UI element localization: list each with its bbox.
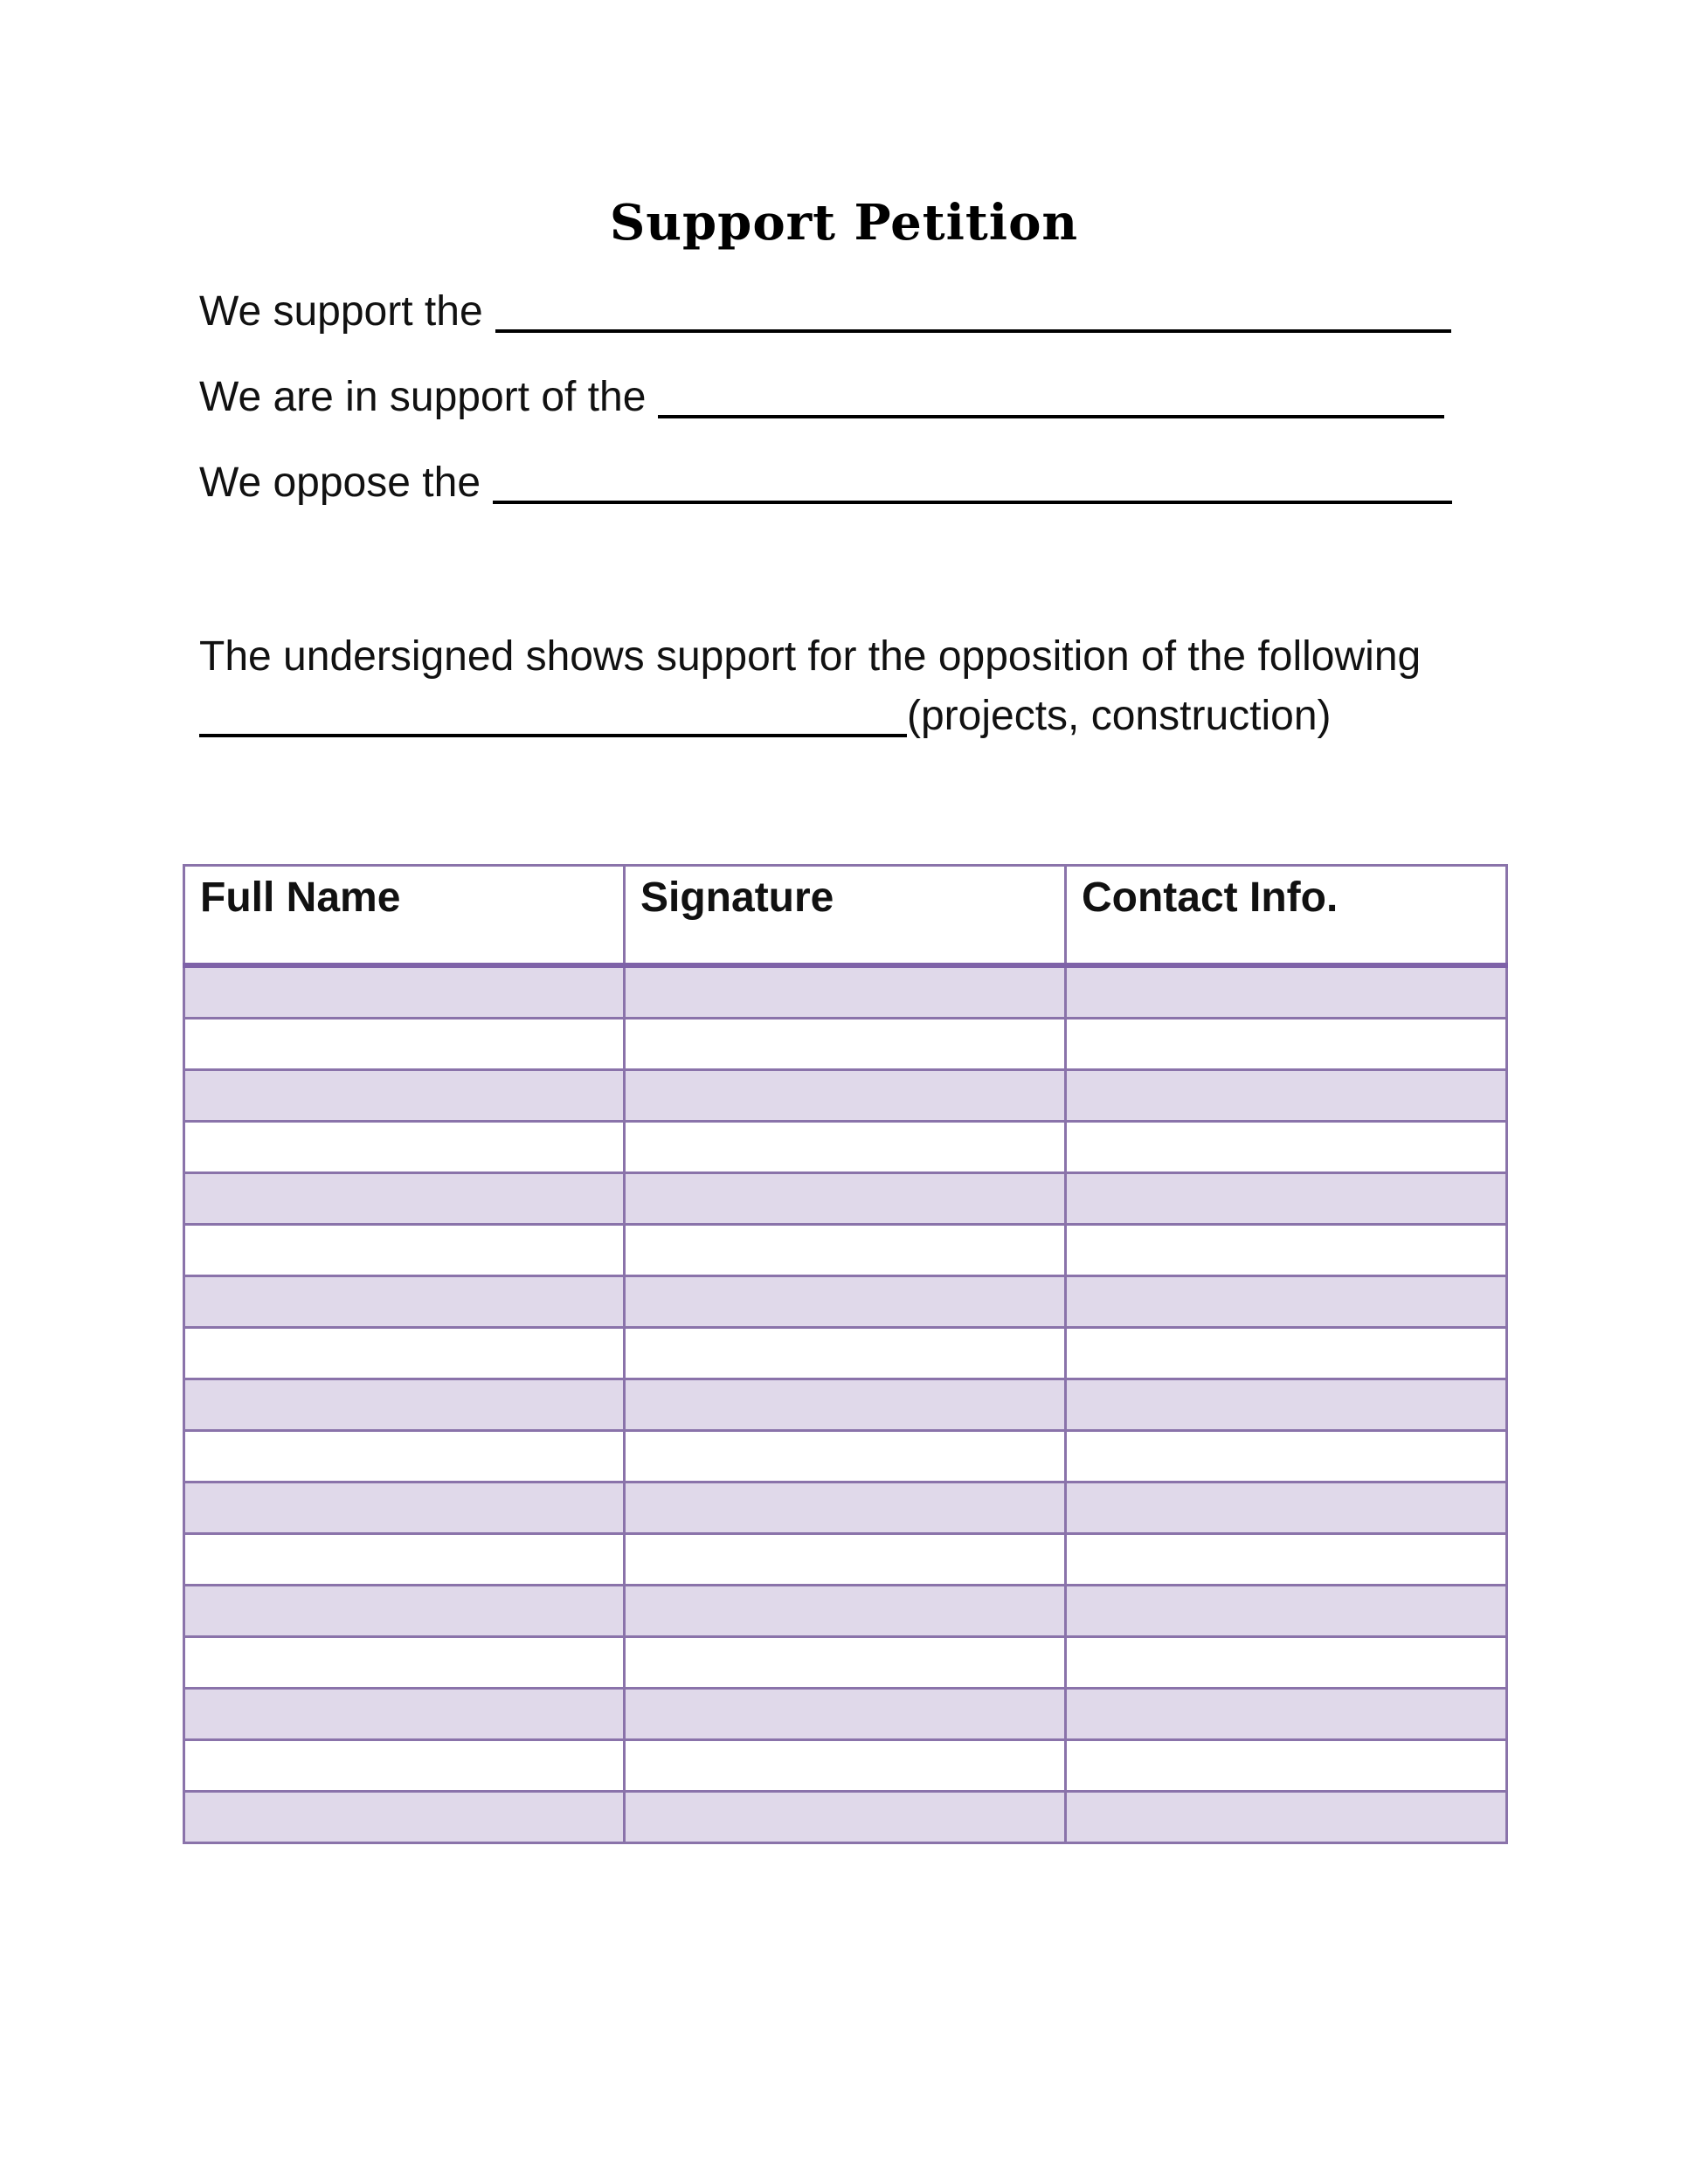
header-contact-info: Contact Info.: [1066, 866, 1507, 965]
contact-info-cell[interactable]: [1066, 1018, 1507, 1069]
contact-info-cell[interactable]: [1066, 1172, 1507, 1224]
signature-cell[interactable]: [625, 1533, 1066, 1585]
signature-cell[interactable]: [625, 1636, 1066, 1688]
signature-cell[interactable]: [625, 1224, 1066, 1275]
signature-cell[interactable]: [625, 1430, 1066, 1482]
support-line-label: We support the: [199, 288, 483, 335]
full-name-cell[interactable]: [184, 1585, 625, 1636]
full-name-cell[interactable]: [184, 965, 625, 1019]
contact-info-cell[interactable]: [1066, 1430, 1507, 1482]
table-row: [184, 1121, 1507, 1172]
contact-info-cell[interactable]: [1066, 1739, 1507, 1791]
signature-table: [183, 864, 1508, 1844]
full-name-cell[interactable]: [184, 1224, 625, 1275]
oppose-line: [199, 462, 1452, 504]
header-signature: Signature: [625, 866, 1066, 965]
full-name-cell[interactable]: [184, 1121, 625, 1172]
signature-cell[interactable]: [625, 1379, 1066, 1430]
signature-cell[interactable]: [625, 1172, 1066, 1224]
contact-info-cell[interactable]: [1066, 1791, 1507, 1842]
contact-info-cell[interactable]: [1066, 1585, 1507, 1636]
signature-cell[interactable]: [625, 1739, 1066, 1791]
signature-cell[interactable]: [625, 1585, 1066, 1636]
in-support-of-line: [199, 374, 1444, 420]
table-row: [184, 1636, 1507, 1688]
contact-info-cell[interactable]: [1066, 1533, 1507, 1585]
table-row: [184, 1379, 1507, 1430]
signature-cell[interactable]: [625, 1327, 1066, 1379]
contact-info-cell[interactable]: [1066, 1636, 1507, 1688]
signature-cell[interactable]: [625, 965, 1066, 1019]
contact-info-cell[interactable]: [1066, 1069, 1507, 1121]
full-name-cell[interactable]: [184, 1791, 625, 1842]
full-name-cell[interactable]: [184, 1688, 625, 1739]
full-name-cell[interactable]: [184, 1172, 625, 1224]
table-row: [184, 1533, 1507, 1585]
table-row: [184, 1739, 1507, 1791]
signature-cell[interactable]: [625, 1018, 1066, 1069]
full-name-cell[interactable]: [184, 1430, 625, 1482]
undersigned-paragraph: The undersigned shows support for the opposition of the following: [199, 633, 1422, 680]
full-name-cell[interactable]: [184, 1275, 625, 1327]
support-line: [199, 288, 1451, 335]
table-row: [184, 1482, 1507, 1533]
table-header-row: [184, 866, 1507, 965]
full-name-cell[interactable]: [184, 1533, 625, 1585]
table-row: [184, 1791, 1507, 1842]
contact-info-cell[interactable]: [1066, 1224, 1507, 1275]
projects-line: [199, 695, 1332, 737]
full-name-cell[interactable]: [184, 1069, 625, 1121]
contact-info-cell[interactable]: [1066, 1275, 1507, 1327]
full-name-cell[interactable]: [184, 1739, 625, 1791]
full-name-cell[interactable]: [184, 1482, 625, 1533]
contact-info-cell[interactable]: [1066, 1482, 1507, 1533]
in-support-of-line-blank[interactable]: [658, 377, 1444, 418]
signature-cell[interactable]: [625, 1688, 1066, 1739]
table-row: [184, 1327, 1507, 1379]
signature-cell[interactable]: [625, 1069, 1066, 1121]
full-name-cell[interactable]: [184, 1018, 625, 1069]
table-row: [184, 1224, 1507, 1275]
signature-table-body: [184, 965, 1507, 1843]
table-row: [184, 1688, 1507, 1739]
table-row: [184, 1018, 1507, 1069]
in-support-of-line-label: We are in support of the: [199, 374, 647, 420]
projects-blank[interactable]: [199, 695, 907, 737]
header-full-name: Full Name: [184, 866, 625, 965]
signature-cell[interactable]: [625, 1791, 1066, 1842]
contact-info-cell[interactable]: [1066, 1121, 1507, 1172]
table-row: [184, 1069, 1507, 1121]
contact-info-cell[interactable]: [1066, 965, 1507, 1019]
table-row: [184, 1585, 1507, 1636]
table-row: [184, 1172, 1507, 1224]
signature-cell[interactable]: [625, 1482, 1066, 1533]
table-row: [184, 1430, 1507, 1482]
contact-info-cell[interactable]: [1066, 1379, 1507, 1430]
oppose-line-blank[interactable]: [493, 462, 1452, 504]
contact-info-cell[interactable]: [1066, 1327, 1507, 1379]
signature-cell[interactable]: [625, 1275, 1066, 1327]
document-title: Support Petition: [609, 194, 1079, 252]
contact-info-cell[interactable]: [1066, 1688, 1507, 1739]
projects-suffix: (projects, construction): [907, 693, 1332, 739]
table-row: [184, 1275, 1507, 1327]
full-name-cell[interactable]: [184, 1327, 625, 1379]
table-row: [184, 965, 1507, 1019]
oppose-line-label: We oppose the: [199, 460, 481, 506]
signature-cell[interactable]: [625, 1121, 1066, 1172]
full-name-cell[interactable]: [184, 1636, 625, 1688]
support-line-blank[interactable]: [495, 291, 1451, 333]
full-name-cell[interactable]: [184, 1379, 625, 1430]
